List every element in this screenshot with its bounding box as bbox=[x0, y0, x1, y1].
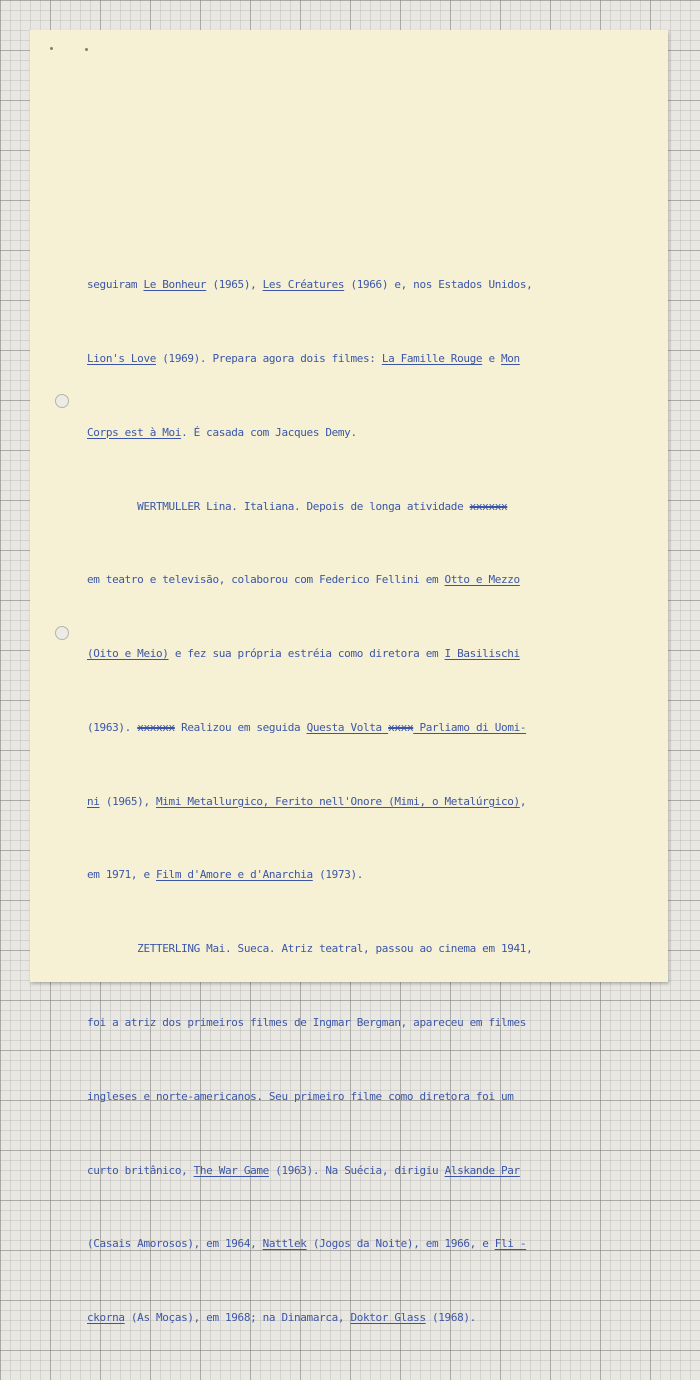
film-title: Mon bbox=[501, 351, 520, 365]
text-line: ckorna (As Moças), em 1968; na Dinamarca, Doktor Glass (1968). bbox=[87, 1311, 476, 1325]
film-title: Film d'Amore e d'Anarchia bbox=[156, 868, 313, 882]
punch-hole bbox=[55, 394, 69, 408]
text-line: ni (1965), Mimi Metallurgico, Ferito nell'Onore (Mimi, o Metalúrgico), bbox=[87, 794, 527, 808]
film-title: Nattlek bbox=[262, 1237, 307, 1251]
struck-out-word: xxxxxx bbox=[137, 720, 175, 734]
struck-out-word: xxxx bbox=[388, 720, 414, 734]
punch-hole bbox=[55, 626, 69, 640]
film-title: Parliamo di Uomi- bbox=[419, 720, 527, 734]
ink-speck bbox=[50, 47, 53, 50]
film-title: Doktor Glass bbox=[350, 1311, 426, 1325]
text-line: ingleses e norte-americanos. Seu primeiro filme como diretora foi um bbox=[87, 1089, 514, 1103]
text-line: WERTMULLER Lina. Italiana. Depois de longa atividade xxxxxx bbox=[87, 499, 508, 513]
text-line: foi a atriz dos primeiros filmes de Ingmar Bergman, apareceu em filmes bbox=[87, 1016, 527, 1029]
film-title: Les Créatures bbox=[262, 278, 345, 292]
text-line: curto britânico, The War Game (1963). Na Suécia, dirigiu Alskande Par bbox=[87, 1163, 520, 1177]
struck-out-word: xxxxxx bbox=[469, 499, 508, 513]
film-title: Mimi Metallurgico, Ferito nell'Onore (Mimi, o Metalúrgico) bbox=[156, 794, 520, 808]
ink-speck bbox=[85, 48, 88, 51]
text-line: em teatro e televisão, colaborou com Federico Fellini em Otto e Mezzo bbox=[87, 573, 520, 587]
typewritten-text bbox=[87, 224, 617, 1380]
text-line: Lion's Love (1969). Prepara agora dois filmes: La Famille Rouge e Mon bbox=[87, 351, 520, 365]
film-title: Lion's Love bbox=[87, 351, 156, 365]
film-title: La Famille Rouge bbox=[381, 351, 483, 365]
film-title: ckorna bbox=[87, 1311, 125, 1325]
text-line: (Oito e Meio) e fez sua própria estréia como diretora em I Basilischi bbox=[87, 647, 520, 661]
text-line: seguiram Le Bonheur (1965), Les Créatures (1966) e, nos Estados Unidos, bbox=[87, 278, 533, 292]
film-title: Otto e Mezzo bbox=[444, 573, 520, 587]
film-title: The War Game bbox=[193, 1163, 269, 1177]
film-title: Le Bonheur bbox=[143, 278, 207, 292]
text-line: em 1971, e Film d'Amore e d'Anarchia (1973). bbox=[87, 868, 364, 882]
film-title: I Basilischi bbox=[444, 647, 520, 661]
text-line: (Casais Amorosos), em 1964, Nattlek (Jogos da Noite), em 1966, e Fli - bbox=[87, 1237, 527, 1251]
film-title: Questa Volta bbox=[306, 720, 382, 734]
text-line: ZETTERLING Mai. Sueca. Atriz teatral, passou ao cinema em 1941, bbox=[87, 942, 533, 956]
film-title: ni bbox=[87, 794, 100, 808]
film-title: Alskande Par bbox=[444, 1163, 520, 1177]
film-title: Corps est à Moi bbox=[87, 425, 182, 439]
typed-page bbox=[30, 30, 668, 1325]
text-line: (1963). xxxxxx Realizou em seguida Questa Volta xxxx Parliamo di Uomi- bbox=[87, 720, 527, 734]
film-title: (Oito e Meio) bbox=[87, 647, 169, 661]
text-line: Corps est à Moi. É casada com Jacques Demy. bbox=[87, 425, 357, 439]
film-title: Fli - bbox=[494, 1237, 527, 1251]
